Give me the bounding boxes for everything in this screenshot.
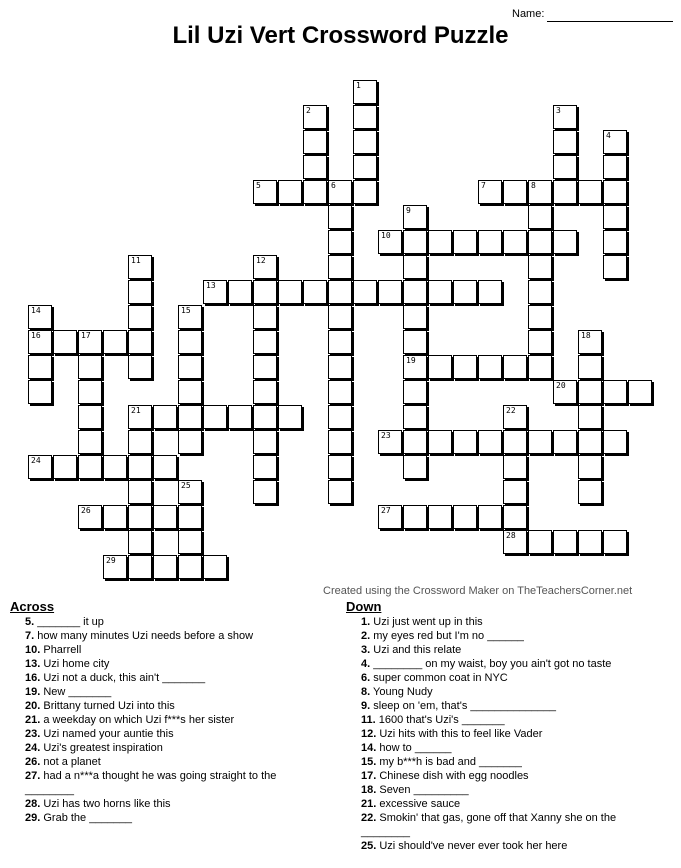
clue-text: sleep on 'em, that's ______________	[370, 700, 557, 712]
cell-number: 8	[531, 181, 536, 190]
down-clues	[346, 600, 666, 853]
across-clue	[10, 797, 310, 811]
grid-cell[interactable]	[478, 230, 502, 254]
cell-number: 28	[506, 531, 516, 540]
clue-number: 18.	[361, 784, 377, 796]
grid-cell[interactable]	[578, 455, 602, 479]
grid-cell[interactable]	[28, 305, 52, 329]
grid-cell[interactable]	[103, 555, 127, 579]
grid-cell[interactable]	[128, 555, 152, 579]
grid-cell[interactable]	[253, 405, 277, 429]
grid-cell[interactable]	[178, 405, 202, 429]
grid-cell[interactable]	[353, 130, 377, 154]
grid-cell[interactable]	[128, 405, 152, 429]
down-clue	[346, 811, 666, 825]
grid-cell[interactable]	[103, 505, 127, 529]
clue-number: 7.	[25, 630, 35, 642]
across-clue	[10, 713, 310, 727]
cell-number: 25	[181, 481, 191, 490]
grid-cell[interactable]	[578, 355, 602, 379]
grid-cell[interactable]	[353, 80, 377, 104]
grid-cell[interactable]	[78, 330, 102, 354]
grid-cell[interactable]	[603, 255, 627, 279]
clue-text: had a n***a thought he was going straight to the	[40, 770, 277, 782]
clue-number: 20.	[25, 700, 41, 712]
grid-cell[interactable]	[278, 180, 302, 204]
clue-number: 9.	[361, 700, 371, 712]
grid-cell[interactable]	[253, 430, 277, 454]
grid-cell[interactable]	[153, 505, 177, 529]
grid-cell[interactable]	[228, 405, 252, 429]
clue-text: Pharrell	[40, 644, 82, 656]
down-clue	[346, 783, 666, 797]
grid-cell[interactable]	[528, 230, 552, 254]
grid-cell[interactable]	[178, 480, 202, 504]
grid-cell[interactable]	[328, 205, 352, 229]
across-clue	[10, 615, 310, 629]
cell-number: 6	[331, 181, 336, 190]
grid-cell[interactable]	[478, 355, 502, 379]
grid-cell[interactable]	[628, 380, 652, 404]
across-heading: Across	[10, 599, 55, 614]
grid-cell[interactable]	[478, 505, 502, 529]
grid-cell[interactable]	[178, 330, 202, 354]
grid-cell[interactable]	[603, 155, 627, 179]
clue-number: 3.	[361, 644, 371, 656]
grid-cell[interactable]	[178, 530, 202, 554]
grid-cell[interactable]	[228, 280, 252, 304]
clue-number: 8.	[361, 686, 371, 698]
grid-cell[interactable]	[403, 305, 427, 329]
grid-cell[interactable]	[578, 380, 602, 404]
grid-cell[interactable]	[378, 505, 402, 529]
clue-text: excessive sauce	[376, 798, 461, 810]
grid-cell[interactable]	[153, 455, 177, 479]
cell-number: 19	[406, 356, 416, 365]
across-clue	[10, 685, 310, 699]
grid-cell[interactable]	[553, 180, 577, 204]
grid-cell[interactable]	[428, 430, 452, 454]
grid-cell[interactable]	[503, 180, 527, 204]
grid-cell[interactable]	[578, 180, 602, 204]
down-clue	[346, 629, 666, 643]
grid-cell[interactable]	[303, 280, 327, 304]
down-clue	[346, 671, 666, 685]
page-title: Lil Uzi Vert Crossword Puzzle	[172, 22, 509, 49]
cell-number: 14	[31, 306, 41, 315]
grid-cell[interactable]	[603, 130, 627, 154]
cell-number: 26	[81, 506, 91, 515]
grid-cell[interactable]	[303, 180, 327, 204]
grid-cell[interactable]	[128, 355, 152, 379]
grid-cell[interactable]	[128, 305, 152, 329]
grid-cell[interactable]	[553, 230, 577, 254]
name-label: Name:	[512, 8, 545, 20]
across-clue	[10, 769, 310, 783]
grid-cell[interactable]	[403, 455, 427, 479]
grid-cell[interactable]	[453, 355, 477, 379]
grid-cell[interactable]	[128, 255, 152, 279]
cell-number: 12	[256, 256, 266, 265]
grid-cell[interactable]	[303, 130, 327, 154]
grid-cell[interactable]	[78, 455, 102, 479]
grid-cell[interactable]	[403, 255, 427, 279]
grid-cell[interactable]	[303, 105, 327, 129]
grid-cell[interactable]	[203, 405, 227, 429]
clue-text: how many minutes Uzi needs before a show	[34, 630, 254, 642]
credit-line: Created using the Crossword Maker on TheTeachersCorner.net	[323, 585, 633, 597]
grid-cell[interactable]	[603, 230, 627, 254]
grid-cell[interactable]	[403, 205, 427, 229]
clue-text: Uzi's greatest inspiration	[40, 742, 163, 754]
grid-cell[interactable]	[178, 555, 202, 579]
grid-cell[interactable]	[28, 380, 52, 404]
grid-cell[interactable]	[328, 355, 352, 379]
grid-cell[interactable]	[328, 330, 352, 354]
clue-text: Uzi named your auntie this	[40, 728, 174, 740]
clue-text: Young Nudy	[370, 686, 433, 698]
grid-cell[interactable]	[453, 230, 477, 254]
grid-cell[interactable]	[128, 330, 152, 354]
grid-cell[interactable]	[28, 330, 52, 354]
grid-cell[interactable]	[178, 380, 202, 404]
grid-cell[interactable]	[178, 430, 202, 454]
grid-cell[interactable]	[403, 230, 427, 254]
grid-cell[interactable]	[103, 455, 127, 479]
clue-text: Uzi not a duck, this ain't _______	[40, 672, 206, 684]
grid-cell[interactable]	[328, 405, 352, 429]
grid-cell[interactable]	[78, 430, 102, 454]
grid-cell[interactable]	[278, 405, 302, 429]
grid-cell[interactable]	[578, 405, 602, 429]
grid-cell[interactable]	[553, 380, 577, 404]
clue-number: 27.	[25, 770, 41, 782]
grid-cell[interactable]	[328, 230, 352, 254]
grid-cell[interactable]	[428, 505, 452, 529]
clue-text: Uzi and this relate	[370, 644, 462, 656]
clue-number: 24.	[25, 742, 41, 754]
grid-cell[interactable]	[403, 280, 427, 304]
across-clue	[10, 629, 310, 643]
grid-cell[interactable]	[253, 280, 277, 304]
cell-number: 24	[31, 456, 41, 465]
clue-number: 25.	[361, 840, 377, 852]
clue-text: New _______	[40, 686, 112, 698]
grid-cell[interactable]	[528, 355, 552, 379]
cell-number: 21	[131, 406, 141, 415]
clue-text: Uzi home city	[40, 658, 110, 670]
grid-cell[interactable]	[253, 330, 277, 354]
grid-cell[interactable]	[128, 430, 152, 454]
grid-cell[interactable]	[253, 380, 277, 404]
down-clue	[346, 755, 666, 769]
grid-cell[interactable]	[353, 105, 377, 129]
clue-number: 14.	[361, 742, 377, 754]
grid-cell[interactable]	[353, 280, 377, 304]
grid-cell[interactable]	[378, 280, 402, 304]
down-clue	[346, 685, 666, 699]
grid-cell[interactable]	[578, 530, 602, 554]
grid-cell[interactable]	[178, 355, 202, 379]
cell-number: 23	[381, 431, 391, 440]
grid-cell[interactable]	[528, 205, 552, 229]
cell-number: 22	[506, 406, 516, 415]
grid-cell[interactable]	[328, 455, 352, 479]
cell-number: 17	[81, 331, 91, 340]
cell-number: 2	[306, 106, 311, 115]
grid-cell[interactable]	[328, 480, 352, 504]
grid-cell[interactable]	[503, 455, 527, 479]
grid-cell[interactable]	[153, 555, 177, 579]
grid-cell[interactable]	[178, 505, 202, 529]
across-clue	[10, 741, 310, 755]
clue-number: 16.	[25, 672, 41, 684]
grid-cell[interactable]	[503, 405, 527, 429]
grid-cell[interactable]	[428, 280, 452, 304]
cell-number: 10	[381, 231, 391, 240]
across-clue	[10, 657, 310, 671]
grid-cell[interactable]	[328, 380, 352, 404]
grid-cell[interactable]	[153, 405, 177, 429]
down-clue	[346, 727, 666, 741]
grid-cell[interactable]	[128, 530, 152, 554]
cell-number: 18	[581, 331, 591, 340]
grid-cell[interactable]	[403, 380, 427, 404]
grid-cell[interactable]	[428, 355, 452, 379]
clue-text: how to ______	[376, 742, 452, 754]
clue-text: Uzi hits with this to feel like Vader	[376, 728, 543, 740]
grid-cell[interactable]	[603, 205, 627, 229]
clue-continuation: ________	[361, 826, 410, 838]
clue-number: 6.	[361, 672, 371, 684]
grid-cell[interactable]	[253, 255, 277, 279]
grid-cell[interactable]	[578, 330, 602, 354]
cell-number: 9	[406, 206, 411, 215]
clue-number: 26.	[25, 756, 41, 768]
clue-number: 28.	[25, 798, 41, 810]
grid-cell[interactable]	[103, 330, 127, 354]
clue-number: 12.	[361, 728, 377, 740]
clue-text: ________ on my waist, boy you ain't got no taste	[370, 658, 612, 670]
clue-text: _______ it up	[34, 616, 104, 628]
grid-cell[interactable]	[303, 155, 327, 179]
clue-number: 2.	[361, 630, 371, 642]
grid-cell[interactable]	[328, 180, 352, 204]
clue-text: Brittany turned Uzi into this	[40, 700, 175, 712]
grid-cell[interactable]	[528, 255, 552, 279]
grid-cell[interactable]	[453, 280, 477, 304]
cell-number: 5	[256, 181, 261, 190]
across-clue	[10, 699, 310, 713]
clue-number: 29.	[25, 812, 41, 824]
grid-cell[interactable]	[603, 530, 627, 554]
grid-cell[interactable]	[78, 380, 102, 404]
grid-cell[interactable]	[503, 480, 527, 504]
clue-number: 10.	[25, 644, 41, 656]
grid-cell[interactable]	[128, 455, 152, 479]
cell-number: 16	[31, 331, 41, 340]
grid-cell[interactable]	[128, 505, 152, 529]
clue-text: 1600 that's Uzi's _______	[375, 714, 505, 726]
grid-cell[interactable]	[253, 480, 277, 504]
clue-number: 4.	[361, 658, 371, 670]
cell-number: 7	[481, 181, 486, 190]
down-clue	[346, 615, 666, 629]
grid-cell[interactable]	[378, 430, 402, 454]
grid-cell[interactable]	[253, 455, 277, 479]
grid-cell[interactable]	[203, 280, 227, 304]
clue-text: Uzi just went up in this	[370, 616, 483, 628]
grid-cell[interactable]	[378, 230, 402, 254]
grid-cell[interactable]	[603, 380, 627, 404]
clue-number: 17.	[361, 770, 377, 782]
down-clue	[346, 643, 666, 657]
grid-cell[interactable]	[78, 355, 102, 379]
cell-number: 27	[381, 506, 391, 515]
across-clue	[10, 643, 310, 657]
clue-number: 23.	[25, 728, 41, 740]
grid-cell[interactable]	[253, 305, 277, 329]
clue-text: Uzi has two horns like this	[40, 798, 171, 810]
cell-number: 20	[556, 381, 566, 390]
clue-text: Seven _________	[376, 784, 469, 796]
grid-cell[interactable]	[528, 330, 552, 354]
grid-cell[interactable]	[553, 530, 577, 554]
grid-cell[interactable]	[428, 230, 452, 254]
grid-cell[interactable]	[353, 155, 377, 179]
grid-cell[interactable]	[253, 355, 277, 379]
down-clue	[346, 741, 666, 755]
clue-number: 21.	[361, 798, 377, 810]
grid-cell[interactable]	[28, 355, 52, 379]
grid-cell[interactable]	[403, 505, 427, 529]
clue-number: 13.	[25, 658, 41, 670]
down-clue	[346, 839, 666, 853]
clue-text: my b***h is bad and _______	[376, 756, 522, 768]
grid-cell[interactable]	[253, 180, 277, 204]
clue-text: Smokin' that gas, gone off that Xanny she on the	[376, 812, 617, 824]
grid-cell[interactable]	[578, 480, 602, 504]
grid-cell[interactable]	[328, 305, 352, 329]
grid-cell[interactable]	[403, 430, 427, 454]
grid-cell[interactable]	[478, 280, 502, 304]
clue-number: 11.	[361, 714, 376, 726]
cell-number: 11	[131, 256, 141, 265]
clue-text: Chinese dish with egg noodles	[376, 770, 529, 782]
grid-cell[interactable]	[403, 405, 427, 429]
clue-text: Grab the _______	[40, 812, 133, 824]
clue-number: 19.	[25, 686, 41, 698]
across-clue	[10, 811, 310, 825]
down-clue	[346, 713, 666, 727]
cell-number: 4	[606, 131, 611, 140]
grid-cell[interactable]	[553, 105, 577, 129]
grid-cell[interactable]	[78, 405, 102, 429]
clue-number: 22.	[361, 812, 377, 824]
clue-continuation: ________	[25, 784, 74, 796]
down-heading: Down	[346, 599, 382, 614]
grid-cell[interactable]	[478, 180, 502, 204]
grid-cell[interactable]	[553, 155, 577, 179]
clue-number: 21.	[25, 714, 41, 726]
grid-cell[interactable]	[503, 505, 527, 529]
grid-cell[interactable]	[528, 180, 552, 204]
grid-cell[interactable]	[178, 305, 202, 329]
across-clue	[10, 671, 310, 685]
grid-cell[interactable]	[78, 505, 102, 529]
clue-text: my eyes red but I'm no ______	[370, 630, 524, 642]
grid-cell[interactable]	[503, 430, 527, 454]
grid-cell[interactable]	[528, 430, 552, 454]
across-clues	[10, 600, 310, 825]
grid-cell[interactable]	[328, 430, 352, 454]
grid-cell[interactable]	[553, 430, 577, 454]
clue-text: not a planet	[40, 756, 101, 768]
grid-cell[interactable]	[353, 180, 377, 204]
grid-cell[interactable]	[453, 430, 477, 454]
grid-cell[interactable]	[503, 530, 527, 554]
grid-cell[interactable]	[503, 355, 527, 379]
clue-number: 1.	[361, 616, 371, 628]
grid-cell[interactable]	[403, 330, 427, 354]
clue-number: 5.	[25, 616, 35, 628]
down-clue	[346, 699, 666, 713]
grid-cell[interactable]	[403, 355, 427, 379]
grid-cell[interactable]	[603, 180, 627, 204]
grid-cell[interactable]	[578, 430, 602, 454]
clue-text: a weekday on which Uzi f***s her sister	[40, 714, 235, 726]
grid-cell[interactable]	[453, 505, 477, 529]
clue-text: Uzi should've never ever took her here	[376, 840, 568, 852]
grid-cell[interactable]	[528, 530, 552, 554]
grid-cell[interactable]	[328, 280, 352, 304]
grid-cell[interactable]	[128, 480, 152, 504]
cell-number: 1	[356, 81, 361, 90]
across-clue	[10, 755, 310, 769]
grid-cell[interactable]	[503, 230, 527, 254]
down-clue	[346, 657, 666, 671]
grid-cell[interactable]	[28, 455, 52, 479]
grid-cell[interactable]	[203, 555, 227, 579]
grid-cell[interactable]	[528, 305, 552, 329]
across-clue	[10, 727, 310, 741]
cell-number: 3	[556, 106, 561, 115]
grid-cell[interactable]	[278, 280, 302, 304]
clue-text: super common coat in NYC	[370, 672, 508, 684]
down-clue	[346, 769, 666, 783]
cell-number: 13	[206, 281, 216, 290]
grid-cell[interactable]	[528, 280, 552, 304]
cell-number: 29	[106, 556, 116, 565]
grid-cell[interactable]	[603, 430, 627, 454]
down-clue	[346, 797, 666, 811]
grid-cell[interactable]	[328, 255, 352, 279]
grid-cell[interactable]	[53, 455, 77, 479]
grid-cell[interactable]	[478, 430, 502, 454]
grid-cell[interactable]	[53, 330, 77, 354]
grid-cell[interactable]	[128, 280, 152, 304]
clue-number: 15.	[361, 756, 377, 768]
grid-cell[interactable]	[553, 130, 577, 154]
cell-number: 15	[181, 306, 191, 315]
